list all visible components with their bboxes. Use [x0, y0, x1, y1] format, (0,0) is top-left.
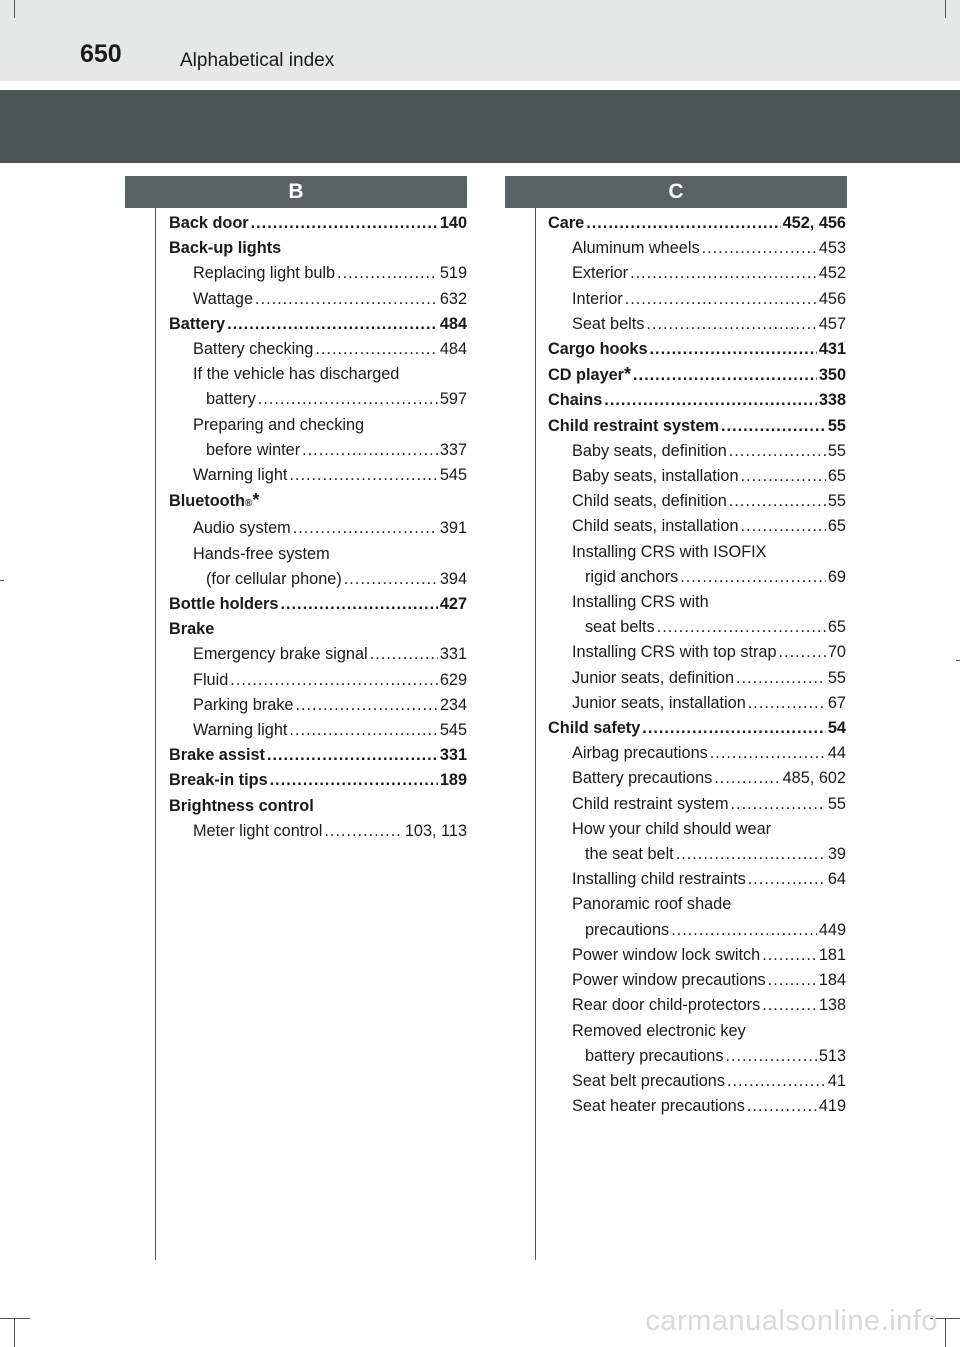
- index-subentry: [169, 718, 467, 743]
- entry-label: Power window lock switch: [572, 945, 761, 964]
- index-subentry: [548, 1019, 846, 1044]
- entry-label: Replacing light bulb: [193, 264, 336, 283]
- entry-label: Meter light control: [193, 821, 323, 840]
- index-entry: [169, 794, 467, 819]
- index-subentry: [169, 693, 467, 718]
- index-entry: [548, 388, 846, 413]
- entry-label: Bottle holders: [169, 595, 279, 614]
- index-subentry: [169, 413, 467, 438]
- entry-label: Battery precautions: [572, 769, 713, 788]
- index-subentry: [169, 463, 467, 488]
- leader-dots: [280, 592, 437, 617]
- entry-label: Parking brake: [193, 695, 294, 714]
- entry-label: Removed electronic key: [572, 1021, 746, 1040]
- column-rule-c: [535, 208, 536, 1260]
- index-subentry: [169, 287, 467, 312]
- entry-label: Installing CRS with top strap: [572, 643, 777, 662]
- entry-label: Seat heater precautions: [572, 1097, 745, 1116]
- entry-label: Wattage: [193, 289, 254, 308]
- page-reference: 65: [827, 618, 846, 637]
- index-subentry: [548, 565, 846, 590]
- leader-dots: [714, 766, 780, 791]
- index-subentry: [548, 892, 846, 917]
- entry-label: Brightness control: [169, 796, 314, 815]
- index-subentry: [548, 312, 846, 337]
- leader-dots: [702, 236, 817, 261]
- entry-label: Child seats, installation: [572, 517, 739, 536]
- page-reference: 485, 602: [782, 769, 846, 788]
- index-subentry: [548, 236, 846, 261]
- page-reference: 181: [818, 945, 846, 964]
- page-reference: 44: [827, 744, 846, 763]
- index-subentry: [548, 540, 846, 565]
- entry-label: Installing CRS with: [572, 593, 709, 612]
- leader-dots: [289, 463, 437, 488]
- index-subentry: [169, 642, 467, 667]
- header-band: [0, 90, 960, 163]
- leader-dots: [289, 718, 437, 743]
- index-subentry: [169, 567, 467, 592]
- index-entry: [169, 488, 467, 516]
- index-column-b: [169, 211, 467, 844]
- crop-mark: [0, 1318, 30, 1319]
- entry-label: Installing child restraints: [572, 870, 746, 889]
- leader-dots: [642, 716, 826, 741]
- index-entry: [169, 617, 467, 642]
- leader-dots: [748, 867, 826, 892]
- index-subentry: [548, 867, 846, 892]
- page-reference: 456: [818, 289, 846, 308]
- leader-dots: [727, 1069, 826, 1094]
- page-reference: 513: [818, 1046, 846, 1065]
- page-reference: 103, 113: [404, 821, 467, 840]
- entry-label: Child seats, definition: [572, 492, 727, 511]
- index-subentry: [548, 439, 846, 464]
- index-subentry: [548, 489, 846, 514]
- entry-label: Chains: [548, 391, 603, 410]
- entry-label: Emergency brake signal: [193, 645, 368, 664]
- leader-dots: [324, 819, 402, 844]
- section-tab-c: C: [505, 176, 847, 208]
- entry-label: Bluetooth: [169, 492, 245, 511]
- page-reference: 65: [827, 517, 846, 536]
- crop-mark: [945, 0, 946, 18]
- entry-label: Back-up lights: [169, 239, 282, 258]
- entry-label: Rear door child-protectors: [572, 996, 761, 1015]
- column-rule-b: [155, 208, 156, 1260]
- leader-dots: [251, 211, 438, 236]
- page-reference: 70: [827, 643, 846, 662]
- page-reference: 453: [818, 239, 846, 258]
- entry-label: seat belts: [585, 618, 655, 637]
- leader-dots: [267, 743, 438, 768]
- index-subentry: [548, 741, 846, 766]
- leader-dots: [630, 261, 817, 286]
- page-reference: 391: [439, 519, 467, 538]
- page-reference: 632: [439, 289, 467, 308]
- page-reference: 55: [827, 441, 846, 460]
- page-reference: 419: [818, 1097, 846, 1116]
- crop-mark: [956, 660, 960, 661]
- entry-label: Child restraint system: [572, 794, 729, 813]
- entry-label: Baby seats, definition: [572, 441, 727, 460]
- index-subentry: [548, 691, 846, 716]
- page-reference: 484: [439, 340, 467, 359]
- page-reference: 545: [439, 721, 467, 740]
- section-tab-b: B: [125, 176, 467, 208]
- leader-dots: [255, 287, 438, 312]
- leader-dots: [633, 363, 817, 388]
- index-subentry: [548, 261, 846, 286]
- entry-label: the seat belt: [585, 845, 674, 864]
- entry-label: Interior: [572, 289, 623, 308]
- entry-label: Fluid: [193, 670, 229, 689]
- entry-label: precautions: [585, 920, 670, 939]
- crop-mark: [14, 0, 15, 18]
- entry-label: before winter: [206, 440, 301, 459]
- page-reference: 338: [818, 391, 846, 410]
- entry-label: battery precautions: [585, 1046, 724, 1065]
- entry-label: Child restraint system: [548, 416, 720, 435]
- leader-dots: [650, 337, 817, 362]
- leader-dots: [741, 514, 826, 539]
- index-subentry: [548, 968, 846, 993]
- page-reference: 449: [818, 920, 846, 939]
- index-subentry: [169, 337, 467, 362]
- leader-dots: [258, 387, 438, 412]
- index-entry: [169, 312, 467, 337]
- leader-dots: [315, 337, 437, 362]
- page-reference: 234: [439, 695, 467, 714]
- entry-label: battery: [206, 390, 256, 409]
- index-entry: [548, 716, 846, 741]
- index-entry: [548, 337, 846, 362]
- entry-label: rigid anchors: [585, 567, 679, 586]
- index-entry: [169, 592, 467, 617]
- page-reference: 64: [827, 870, 846, 889]
- asterisk-mark: *: [624, 364, 632, 385]
- page-reference: 67: [827, 693, 846, 712]
- page-reference: 65: [827, 467, 846, 486]
- page-reference: 184: [818, 971, 846, 990]
- index-entry: [169, 743, 467, 768]
- index-subentry: [548, 993, 846, 1018]
- leader-dots: [736, 666, 826, 691]
- leader-dots: [270, 768, 438, 793]
- page-reference: 54: [827, 719, 846, 738]
- index-entry: [169, 768, 467, 793]
- index-entry: [169, 236, 467, 261]
- page-reference: 55: [827, 416, 846, 435]
- page-reference: 519: [439, 264, 467, 283]
- entry-label: Exterior: [572, 264, 629, 283]
- leader-dots: [293, 516, 438, 541]
- leader-dots: [710, 741, 826, 766]
- leader-dots: [762, 993, 817, 1018]
- page-reference: 331: [439, 645, 467, 664]
- page-number: 650: [80, 40, 122, 68]
- leader-dots: [731, 792, 826, 817]
- entry-label: Battery: [169, 314, 226, 333]
- entry-label: Junior seats, installation: [572, 693, 746, 712]
- index-subentry: [169, 387, 467, 412]
- leader-dots: [680, 565, 826, 590]
- entry-label: Seat belt precautions: [572, 1071, 725, 1090]
- entry-label: Battery checking: [193, 340, 314, 359]
- crop-mark: [0, 580, 4, 581]
- page-reference: 337: [439, 440, 467, 459]
- leader-dots: [227, 312, 438, 337]
- index-subentry: [548, 287, 846, 312]
- page-reference: 629: [439, 670, 467, 689]
- index-subentry: [548, 615, 846, 640]
- leader-dots: [729, 489, 826, 514]
- index-entry: [548, 362, 846, 388]
- index-subentry: [169, 261, 467, 286]
- entry-label: Preparing and checking: [193, 415, 365, 434]
- leader-dots: [625, 287, 817, 312]
- watermark: carmanualsonline.info: [645, 1305, 938, 1337]
- index-subentry: [169, 438, 467, 463]
- entry-label: Aluminum wheels: [572, 239, 700, 258]
- index-column-c: [548, 211, 846, 1119]
- index-subentry: [548, 1044, 846, 1069]
- entry-label: Seat belts: [572, 314, 645, 333]
- index-subentry: [169, 516, 467, 541]
- index-entry: [548, 414, 846, 439]
- index-subentry: [548, 1069, 846, 1094]
- index-subentry: [548, 1094, 846, 1119]
- leader-dots: [747, 1094, 817, 1119]
- page-reference: 140: [439, 214, 467, 232]
- page-reference: 39: [827, 845, 846, 864]
- page-reference: 69: [827, 567, 846, 586]
- page-reference: 189: [439, 771, 467, 790]
- leader-dots: [779, 640, 826, 665]
- index-subentry: [548, 842, 846, 867]
- index-entry: [548, 211, 846, 236]
- leader-dots: [748, 691, 826, 716]
- leader-dots: [741, 464, 826, 489]
- index-subentry: [548, 464, 846, 489]
- entry-label: Warning light: [193, 466, 288, 485]
- registered-mark: ®: [244, 498, 253, 510]
- entry-label: Power window precautions: [572, 971, 766, 990]
- entry-label: Hands-free system: [193, 544, 330, 563]
- entry-label: Back door: [169, 214, 249, 232]
- index-subentry: [548, 792, 846, 817]
- entry-label: Installing CRS with ISOFIX: [572, 542, 767, 561]
- entry-label: Brake: [169, 620, 215, 639]
- entry-label: How your child should wear: [572, 819, 772, 838]
- entry-label: Baby seats, installation: [572, 467, 739, 486]
- leader-dots: [721, 414, 826, 439]
- entry-label: If the vehicle has discharged: [193, 365, 400, 384]
- leader-dots: [586, 211, 780, 236]
- index-subentry: [169, 362, 467, 387]
- leader-dots: [604, 388, 817, 413]
- entry-label: Cargo hooks: [548, 340, 648, 359]
- page-reference: 484: [439, 314, 467, 333]
- crop-mark: [14, 1318, 15, 1347]
- index-subentry: [548, 666, 846, 691]
- crop-mark: [945, 1318, 946, 1347]
- page-reference: 138: [818, 996, 846, 1015]
- leader-dots: [337, 261, 438, 286]
- entry-label: Break-in tips: [169, 771, 268, 790]
- page-reference: 431: [818, 340, 846, 359]
- leader-dots: [762, 943, 817, 968]
- page-reference: 394: [439, 569, 467, 588]
- leader-dots: [768, 968, 817, 993]
- top-strip: [0, 0, 960, 81]
- leader-dots: [729, 439, 826, 464]
- entry-label: (for cellular phone): [206, 569, 342, 588]
- index-entry: [169, 211, 467, 236]
- leader-dots: [230, 668, 438, 693]
- entry-label: Warning light: [193, 721, 288, 740]
- leader-dots: [671, 918, 817, 943]
- page-title: Alphabetical index: [180, 50, 335, 71]
- index-subentry: [169, 542, 467, 567]
- page-reference: 41: [827, 1071, 846, 1090]
- index-subentry: [548, 766, 846, 791]
- leader-dots: [302, 438, 438, 463]
- index-subentry: [169, 668, 467, 693]
- page-reference: 597: [439, 390, 467, 409]
- leader-dots: [646, 312, 816, 337]
- entry-label: Audio system: [193, 519, 291, 538]
- page-reference: 545: [439, 466, 467, 485]
- page-reference: 331: [439, 746, 467, 765]
- page-reference: 55: [827, 668, 846, 687]
- index-subentry: [169, 819, 467, 844]
- index-subentry: [548, 590, 846, 615]
- page-reference: 452: [818, 264, 846, 283]
- leader-dots: [295, 693, 437, 718]
- page-reference: 452, 456: [782, 214, 846, 232]
- index-subentry: [548, 514, 846, 539]
- leader-dots: [344, 567, 438, 592]
- index-subentry: [548, 817, 846, 842]
- leader-dots: [370, 642, 438, 667]
- page-reference: 55: [827, 794, 846, 813]
- leader-dots: [657, 615, 826, 640]
- leader-dots: [725, 1044, 816, 1069]
- entry-label: CD player: [548, 366, 625, 385]
- index-subentry: [548, 943, 846, 968]
- asterisk-mark: *: [252, 490, 260, 511]
- page-reference: 55: [827, 492, 846, 511]
- entry-label: Child safety: [548, 719, 641, 738]
- entry-label: Panoramic roof shade: [572, 895, 732, 914]
- index-subentry: [548, 640, 846, 665]
- entry-label: Care: [548, 214, 585, 232]
- index-subentry: [548, 918, 846, 943]
- entry-label: Airbag precautions: [572, 744, 708, 763]
- entry-label: Brake assist: [169, 746, 265, 765]
- entry-label: Junior seats, definition: [572, 668, 735, 687]
- page-reference: 350: [818, 366, 846, 385]
- page-reference: 457: [818, 314, 846, 333]
- leader-dots: [676, 842, 826, 867]
- page-reference: 427: [439, 595, 467, 614]
